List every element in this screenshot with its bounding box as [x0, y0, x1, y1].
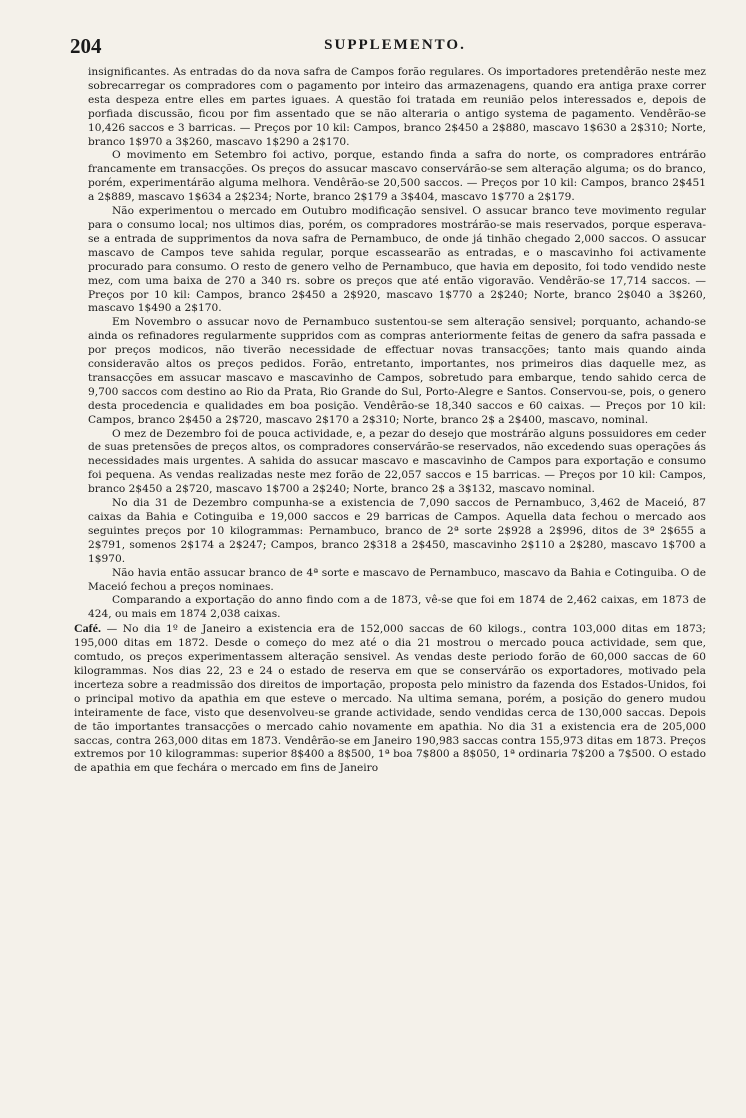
- running-title: SUPPLEMENTO.: [324, 37, 466, 53]
- paragraph: O movimento em Setembro foi activo, porque, estando finda a safra do norte, os compradores entrárão francamente em transacções. Os preços do assucar mascavo conservárão-se sem alteração alguma; os do branco, porém, experimentárão alguma melhora. Vendêrão-se 20,500 saccos. — Preços por 10 kil: Campos, branco 2$451 a 2$889, mascavo 1$634 a 2$234; Norte, branco 2$179 a 3$404, mascavo 1$770 a 2$179.: [88, 149, 706, 204]
- paragraph: Não experimentou o mercado em Outubro modificação sensivel. O assucar branco teve movimento regular para o consumo local; nos ultimos dias, porém, os compradores mostrárão-se mais reservados, porque esperava-se a entrada de supprimentos da nova safra de Pernambuco, de onde já tinhão chegado 2,000 saccos. O assucar mascavo de Campos teve sahida regular, porque escassearão as entradas, e o mascavinho foi activamente procurado para consumo. O resto de genero velho de Pernambuco, que havia em deposito, foi todo vendido neste mez, com uma baixa de 270 a 340 rs. sobre os preços que até então vigoravão. Vendêrão-se 17,714 saccos. — Preços por 10 kil: Campos, branco 2$450 a 2$920, mascavo 1$770 a 2$240; Norte, branco 2$040 a 3$260, mascavo 1$490 a 2$170.: [88, 205, 706, 315]
- paragraph: O mez de Dezembro foi de pouca actividade, e, a pezar do desejo que mostrárão alguns possuidores em ceder de suas pretensões de preços altos, os compradores conservárão-se reservados, não excedendo suas operações ás necessidades mais urgentes. A sahida do assucar mascavo e mascavinho de Campos para exportação e consumo foi pequena. As vendas realizadas neste mez forão de 22,057 saccos e 15 barricas. — Preços por 10 kil: Campos, branco 2$450 a 2$720, mascavo 1$700 a 2$240; Norte, branco 2$ a 3$132, mascavo nominal.: [88, 427, 706, 496]
- page-number: 204: [70, 34, 102, 58]
- cafe-heading: Café.: [74, 621, 101, 636]
- paragraph: No dia 31 de Dezembro compunha-se a existencia de 7,090 saccos de Pernambuco, 3,462 de Maceió, 87 caixas da Bahia e Cotinguiba e 19,000 saccos e 29 barricas de Campos. Aquella data fechou o mercado aos seguintes preços por 10 kilogrammas: Pernambuco, branco de 2ª sorte 2$928 a 2$996, ditos de 3ª 2$655 a 2$791, somenos 2$174 a 2$247; Campos, branco 2$318 a 2$450, mascavinho 2$110 a 2$280, mascavo 1$700 a 1$970.: [88, 497, 706, 565]
- paragraph: Não havia então assucar branco de 4ª sorte e mascavo de Pernambuco, mascavo da Bahia e Cotinguiba. O de Maceió fechou a preços nominaes.: [88, 566, 706, 593]
- paragraph: insignificantes. As entradas do da nova safra de Campos forão regulares. Os importadores pretendêrão neste mez sobrecarregar os compradores com o pagamento por inteiro das armazenagens, quando era antiga praxe correr esta despeza entre elles em partes iguaes. A questão foi tratada em reunião pelos interessados e, depois de porfiada discussão, ficou por fim assentado que se não alteraria o antigo systema de pagamento. Vendêrão-se 10,426 saccos e 3 barricas. — Preços por 10 kil: Campos, branco 2$450 a 2$880, mascavo 1$630 a 2$310; Norte, branco 1$970 a 3$260, mascavo 1$290 a 2$170.: [88, 66, 706, 148]
- paragraph: Comparando a exportação do anno findo com a de 1873, vê-se que foi em 1874 de 2,462 caixas, em 1873 de 424, ou mais em 1874 2,038 caixas.: [88, 594, 706, 621]
- paragraph: Em Novembro o assucar novo de Pernambuco sustentou-se sem alteração sensivel; porquanto, achando-se ainda os refinadores regularmente suppridos com as compras anteriormente feitas de genero da safra passada e por preços modicos, não tiverão necessidade de effectuar novas transacções; tanto mais quando ainda consideravão altos os preços pedidos. Forão, entretanto, importantes, nos primeiros dias daquelle mez, as transacções em assucar mascavo e mascavinho de Campos, sobretudo para embarque, tendo sahido cerca de 9,700 saccos com destino ao Rio da Prata, Rio Grande do Sul, Porto-Alegre e Santos. Conservou-se, pois, o genero desta procedencia e qualidades em boa posição. Vendêrão-se 18,340 saccos e 60 caixas. — Preços por 10 kil: Campos, branco 2$450 a 2$720, mascavo 2$170 a 2$310; Norte, branco 2$ a 2$400, mascavo, nominal.: [88, 316, 706, 426]
- cafe-section: [74, 622, 706, 776]
- cafe-text: — No dia 1º de Janeiro a existencia era de 152,000 saccas de 60 kilogs., contra 103,000 ditas em 1873; 195,000 ditas em 1872. Desde o começo do mez até o dia 21 mostrou o mercado pouca actividade, sem que, comtudo, os preços experimentassem alteração sensivel. As vendas deste periodo forão de 60,000 saccas de 60 kilogrammas. Nos dias 22, 23 e 24 o estado de reserva em que se conservárão os exportadores, motivado pela incerteza sobre a readmissão dos direitos de importação, proposta pelo ministro da fazenda dos Estados-Unidos, foi o principal motivo da apathia em que esteve o mercado. Na ultima semana, porém, a posição do genero mudou inteiramente de face, visto que desenvolveu-se grande actividade, sendo vendidas cerca de 130,000 saccas. Depois de tão importantes transacções o mercado cahio novamente em apathia. No dia 31 a existencia era de 205,000 saccas, contra 263,000 ditas em 1873. Vendêrão-se em Janeiro 190,983 saccas contra 155,973 ditas em 1873. Preços extremos por 10 kilogrammas: superior 8$400 a 8$500, 1ª boa 7$800 a 8$050, 1ª ordinaria 7$200 a 7$500. O estado de apathia em que fechára o mercado em fins de Janeiro: [74, 623, 706, 775]
- body-text: [74, 66, 706, 776]
- page-header: [70, 34, 720, 60]
